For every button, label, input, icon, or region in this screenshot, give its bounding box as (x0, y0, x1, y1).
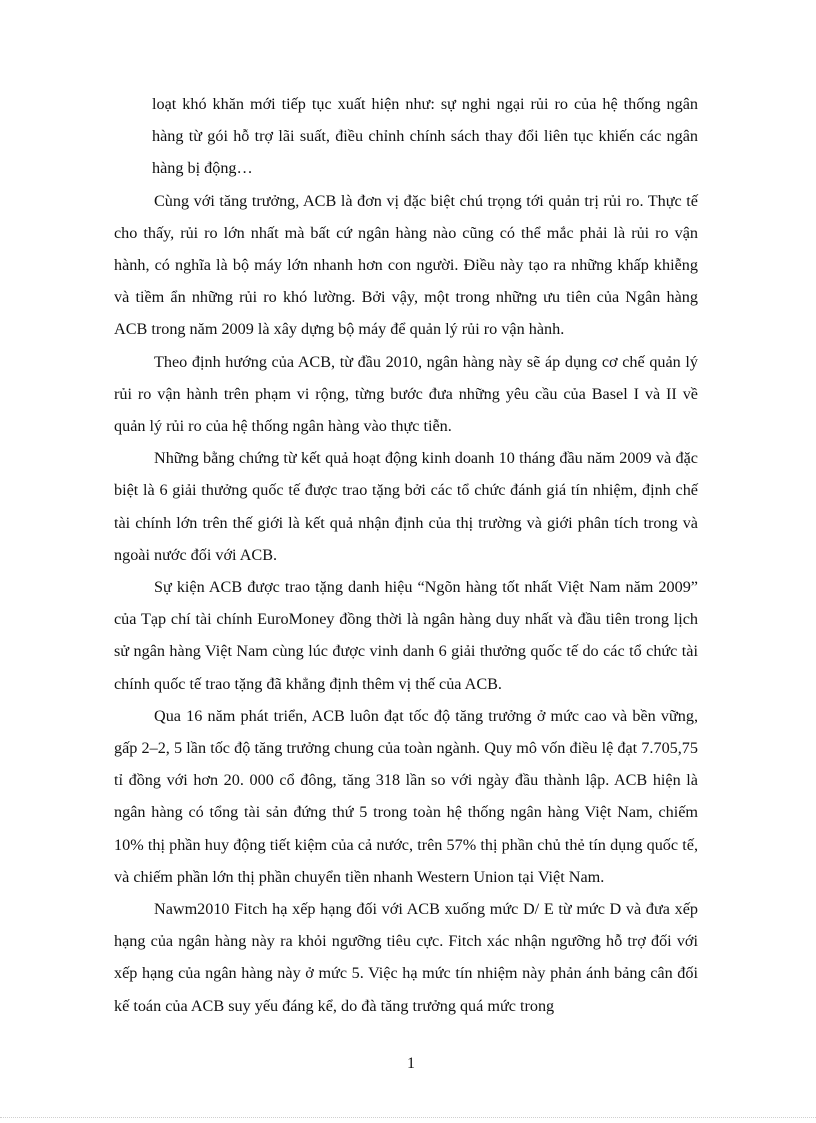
paragraph-4: Những bằng chứng từ kết quả hoạt động kinh doanh 10 tháng đầu năm 2009 và đặc biệt là 6 giải thưởng quốc tế được trao tặng bởi các tổ chức đánh giá tín nhiệm, định chế tài chính lớn trên thế giới là kết quả nhận định của thị trường và giới phân tích trong và ngoài nước đối với ACB. (114, 449, 698, 564)
paragraph-5: Sự kiện ACB được trao tặng danh hiệu “Ngõn hàng tốt nhất Việt Nam năm 2009” của Tạp chí tài chính EuroMoney đồng thời là ngân hàng duy nhất và đầu tiên trong lịch sử ngân hàng Việt Nam cùng lúc được vinh danh 6 giải thưởng quốc tế do các tổ chức tài chính quốc tế trao tặng đã khẳng định thêm vị thế của ACB. (114, 578, 698, 693)
paragraph-6: Qua 16 năm phát triển, ACB luôn đạt tốc độ tăng trưởng ở mức cao và bền vững, gấp 2–2, 5 lần tốc độ tăng trưởng chung của toàn ngành. Quy mô vốn điều lệ đạt 7.705,75 tỉ đồng với hơn 20. 000 cổ đông, tăng 318 lần so với ngày đầu thành lập. ACB hiện là ngân hàng có tổng tài sản đứng thứ 5 trong toàn hệ thống ngân hàng Việt Nam, chiếm 10% thị phần huy động tiết kiệm của cả nước, trên 57% thị phần chủ thẻ tín dụng quốc tế, và chiếm phần lớn thị phần chuyển tiền nhanh Western Union tại Việt Nam. (114, 706, 698, 886)
page-bottom-edge (0, 1117, 816, 1118)
paragraph-1: loạt khó khăn mới tiếp tục xuất hiện như: sự nghi ngại rủi ro của hệ thống ngân hàng từ gói hỗ trợ lãi suất, điều chỉnh chính sách thay đổi liên tục khiến các ngân hàng bị động… (152, 95, 698, 178)
page-number: 1 (407, 1055, 415, 1072)
body-text (114, 88, 698, 1022)
paragraph-2: Cùng với tăng trưởng, ACB là đơn vị đặc biệt chú trọng tới quản trị rủi ro. Thực tế cho thấy, rủi ro lớn nhất mà bất cứ ngân hàng nào cũng có thể mắc phải là rủi ro vận hành, có nghĩa là bộ máy lớn nhanh hơn con người. Điều này tạo ra những khấp khiễng và tiềm ẩn những rủi ro khó lường. Bởi vậy, một trong những ưu tiên của Ngân hàng ACB trong năm 2009 là xây dựng bộ máy để quản lý rủi ro vận hành. (114, 191, 698, 339)
paragraph-7: Nawm2010 Fitch hạ xếp hạng đối với ACB xuống mức D/ E từ mức D và đưa xếp hạng của ngân hàng này ra khỏi ngưỡng tiêu cực. Fitch xác nhận ngưỡng hỗ trợ đối với xếp hạng của ngân hàng này ở mức 5. Việc hạ mức tín nhiệm này phản ánh bảng cân đối kế toán của ACB suy yếu đáng kể, do đà tăng trưởng quá mức trong (114, 900, 698, 1015)
paragraph-3: Theo định hướng của ACB, từ đầu 2010, ngân hàng này sẽ áp dụng cơ chế quản lý rủi ro vận hành trên phạm vi rộng, từng bước đưa những yêu cầu của Basel I và II về quản lý rủi ro của hệ thống ngân hàng vào thực tiễn. (114, 352, 698, 436)
